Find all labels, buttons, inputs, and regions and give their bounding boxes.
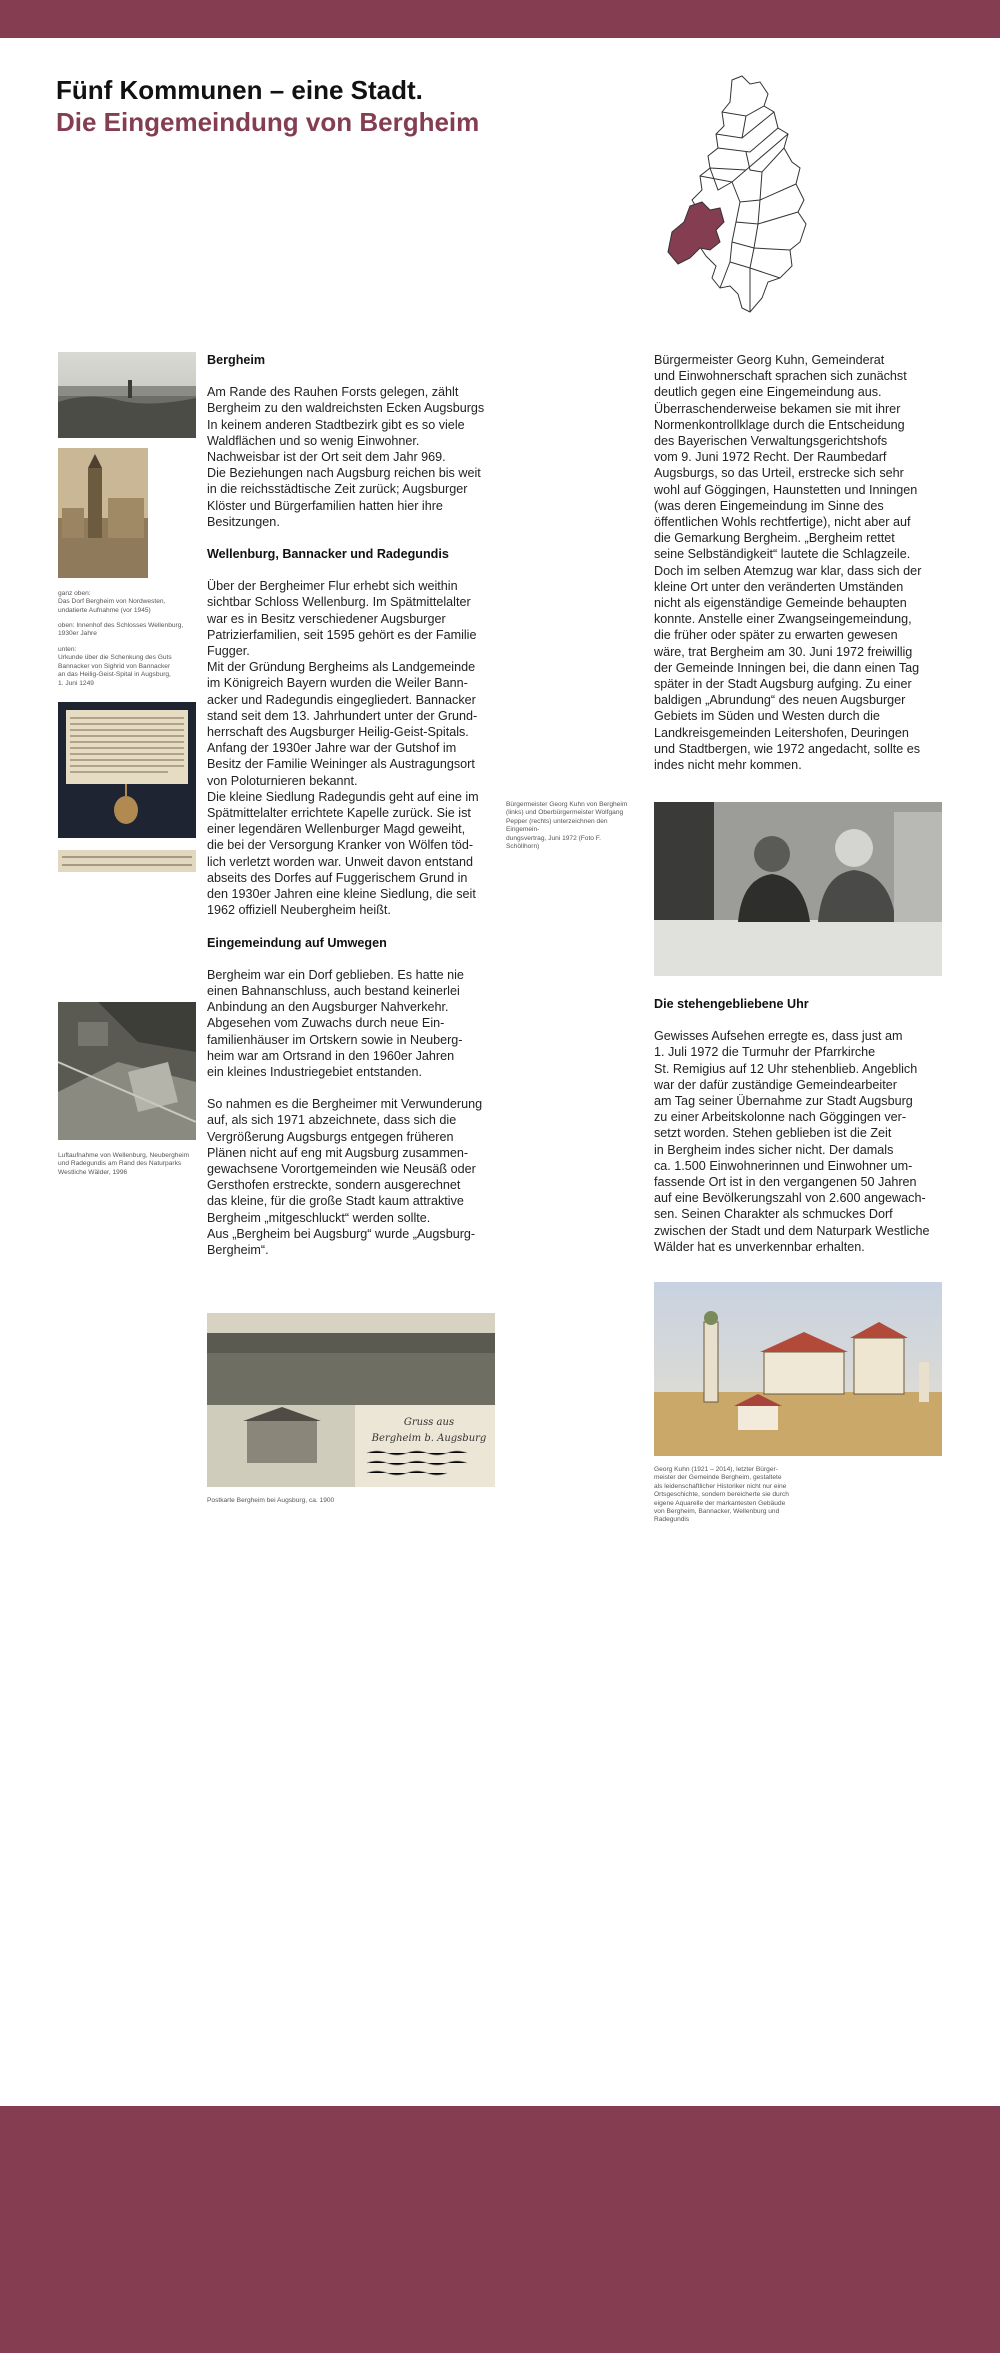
caption-left-3: unten: Urkunde über die Schenkung des Guts Bannacker von Sighrid von Bannacker an das Heilig-Geist-Spital in Augsburg, 1. Juni 1249: [58, 646, 172, 687]
caption-left-1: ganz oben: Das Dorf Bergheim von Nordwesten, undatierte Aufnahme (vor 1945): [58, 590, 166, 614]
paragraph-eingemeindung-2: So nahmen es die Bergheimer mit Verwunderung auf, als sich 1971 abzeichnete, dass sich die Vergrößerung Augsburgs entgegen früheren Plänen nicht auf eng mit Augsburg zusammen- gewachsene Vorortgemeinden wie Neusäß oder Gersthofen erstreckte, sondern ausgerechnet das kleine, für die große Stadt kaum attraktive Bergheim „mitgeschluckt“ werden sollte. Aus „Bergheim bei Augsburg“ wurde „Augsburg- Bergheim“.: [207, 1097, 483, 1257]
heading-uhr: Die stehengebliebene Uhr: [654, 997, 809, 1011]
heading-eingemeindung: Eingemeindung auf Umwegen: [207, 935, 387, 950]
page-title: Fünf Kommunen – eine Stadt.: [56, 75, 423, 105]
village-photo: [58, 352, 196, 438]
caption-aerial: Luftaufnahme von Wellenburg, Neubergheim und Radegundis am Rand des Naturparks Westliche Wälder, 1996: [58, 1152, 190, 1176]
right-text-column: [654, 352, 954, 773]
heading-bergheim: Bergheim: [207, 353, 266, 367]
caption-left-2: oben: Innenhof des Schlosses Wellenburg, 1930er Jahre: [58, 622, 184, 638]
caption-postcard: Postkarte Bergheim bei Augsburg, ca. 1900: [207, 1497, 335, 1504]
paragraph-wellenburg: Über der Bergheimer Flur erhebt sich weithin sichtbar Schloss Wellenburg. Im Spätmittelalter war es in Besitz verschiedener Augsburger Patrizierfamilien, seit 1595 gehört es der Familie Fugger. Mit der Gründung Bergheims als Landgemeinde im Königreich Bayern wurden die Weiler Bann- acker und Radegundis eingegliedert. Bannacker stand seit dem 13. Jahrhundert unter der Grund- herrschaft des Augsburger Heilig-Geist-Spitals. Anfang der 1930er Jahre war der Gutshof im Besitz der Familie Weininger als Austragungsort von Poloturnieren bekannt. Die kleine Siedlung Radegundis geht auf eine im Spätmittelalter errichtete Kapelle zurück. Sie ist einer legendären Wellenburger Magd geweiht, die bei der Versorgung Kranker von Wölfen töd- lich verletzt worden war. Unweit davon entstand abseits des Dorfes auf Fuggerischem Grund in den 1930er Jahren eine kleine Siedlung, die seit 1962 offiziell Neubergheim heißt.: [207, 579, 479, 918]
bottom-color-band: [0, 2106, 1000, 2353]
postcard-greeting: Gruss aus: [403, 1417, 455, 1428]
postcard-place: Bergheim b. Augsburg: [371, 1433, 487, 1444]
watercolor-painting: [654, 1282, 942, 1456]
page-subtitle: Die Eingemeindung von Bergheim: [56, 107, 480, 137]
heading-wellenburg: Wellenburg, Bannacker und Radegundis: [207, 547, 449, 562]
paragraph-kuhn: Bürgermeister Georg Kuhn, Gemeinderat und Einwohnerschaft sprachen sich zunächst deutlich gegen eine Eingemeindung aus. Überraschenderweise bekamen sie mit ihrer Normenkontrollklage durch die Entscheidung des Bayerischen Verwaltungsgerichtshofs vom 9. Juni 1972 Recht. Der Raumbedarf Augsburgs, so das Urteil, erstrecke sich sehr wohl auf Göggingen, Haunstetten und Inningen (was deren Eingemeindung im Sinne des öffentlichen Wohls rechtfertige), nicht aber auf die Gemarkung Bergheim. „Bergheim rettet seine Selbständigkeit“ lautete die Schlagzeile. Doch im selben Atemzug war klar, dass sich der kleine Ort unter den veränderten Umständen nicht als eigenständige Gemeinde behaupten konnte. Anstelle einer Zwangseingemeindung, die früher oder später zu erwarten gewesen wäre, trat Bergheim am 30. Juni 1972 freiwillig der Gemeinde Inningen bei, die dann einen Tag später in der Stadt Augsburg aufging. Zu einer baldigen „Abrundung“ des neuen Augsburger Gebiets im Süden und Westen durch die Landkreisgemeinden Leitershofen, Deuringen und Stadtbergen, wie 1972 angedacht, sollte es indes nicht mehr kommen.: [654, 353, 922, 773]
paragraph-eingemeindung-1: Bergheim war ein Dorf geblieben. Es hatte nie einen Bahnanschluss, auch bestand keinerlei Anbindung an den Augsburger Nahverkehr. Abgesehen vom Zuwachs durch neue Ein- familienhäuser im Ortskern sowie in Neuberg- heim war am Ortsrand in den 1960er Jahren ein kleines Industriegebiet entstanden.: [207, 967, 464, 1079]
caption-signing: Bürgermeister Georg Kuhn von Bergheim (links) und Oberbürgermeister Wolfgang Pepper (rechts) unterzeichnen den Eingemein- dungsvertrag, Juni 1972 (Foto F. Schöllhorn): [506, 801, 628, 851]
aerial-photo: [58, 1002, 196, 1140]
paragraph-bergheim: Am Rande des Rauhen Forsts gelegen, zählt Bergheim zu den waldreichsten Ecken Augsburgs In keinem anderen Stadtbezirk gibt es so viele Waldflächen und so wenig Einwohner. Nachweisbar ist der Ort seit dem Jahr 969. Die Beziehungen nach Augsburg reichen bis weit in die reichsstädtische Zeit zurück; Augsburger Klöster und Bürgerfamilien hatten hier ihre Besitzungen.: [207, 385, 485, 529]
postcard-image: [207, 1313, 495, 1487]
middle-text-column: [207, 352, 507, 1258]
castle-courtyard-photo: [58, 448, 148, 578]
district-map: [650, 72, 830, 322]
charter-detail-strip: [58, 850, 196, 872]
charter-document-image: [58, 702, 196, 838]
paragraph-uhr: Gewisses Aufsehen erregte es, dass just am 1. Juli 1972 die Turmuhr der Pfarrkirche St. Remigius auf 12 Uhr stehenblieb. Angeblich war der dafür zuständige Gemeindearbeiter am Tag seiner Übernahme zur Stadt Augsburg zu einer Arbeitskolonne nach Göggingen ver- setzt worden. Stehen geblieben ist die Zeit in Bergheim indes sicher nicht. Der damals ca. 1.500 Einwohnerinnen und Einwohner um- fassende Ort ist in den vergangenen 50 Jahren auf eine Bevölkerungszahl von 2.600 angewach- sen. Seinen Charakter als schmuckes Dorf zwischen der Stadt und dem Naturpark Westliche Wälder hat es unverkennbar erhalten.: [654, 1029, 930, 1254]
caption-painting: Georg Kuhn (1921 – 2014), letzter Bürger- meister der Gemeinde Bergheim, gestaltete als leidenschaftlicher Historiker nicht nur eine Ortsgeschichte, sondern bereicherte sie durch eigene Aquarelle der markantesten Gebäude von Bergheim, Bannacker, Wellenburg und Radegundis: [654, 1466, 789, 1524]
signing-photo: [654, 802, 942, 976]
top-color-band: [0, 0, 1000, 38]
right-text-column-2: [654, 996, 954, 1255]
